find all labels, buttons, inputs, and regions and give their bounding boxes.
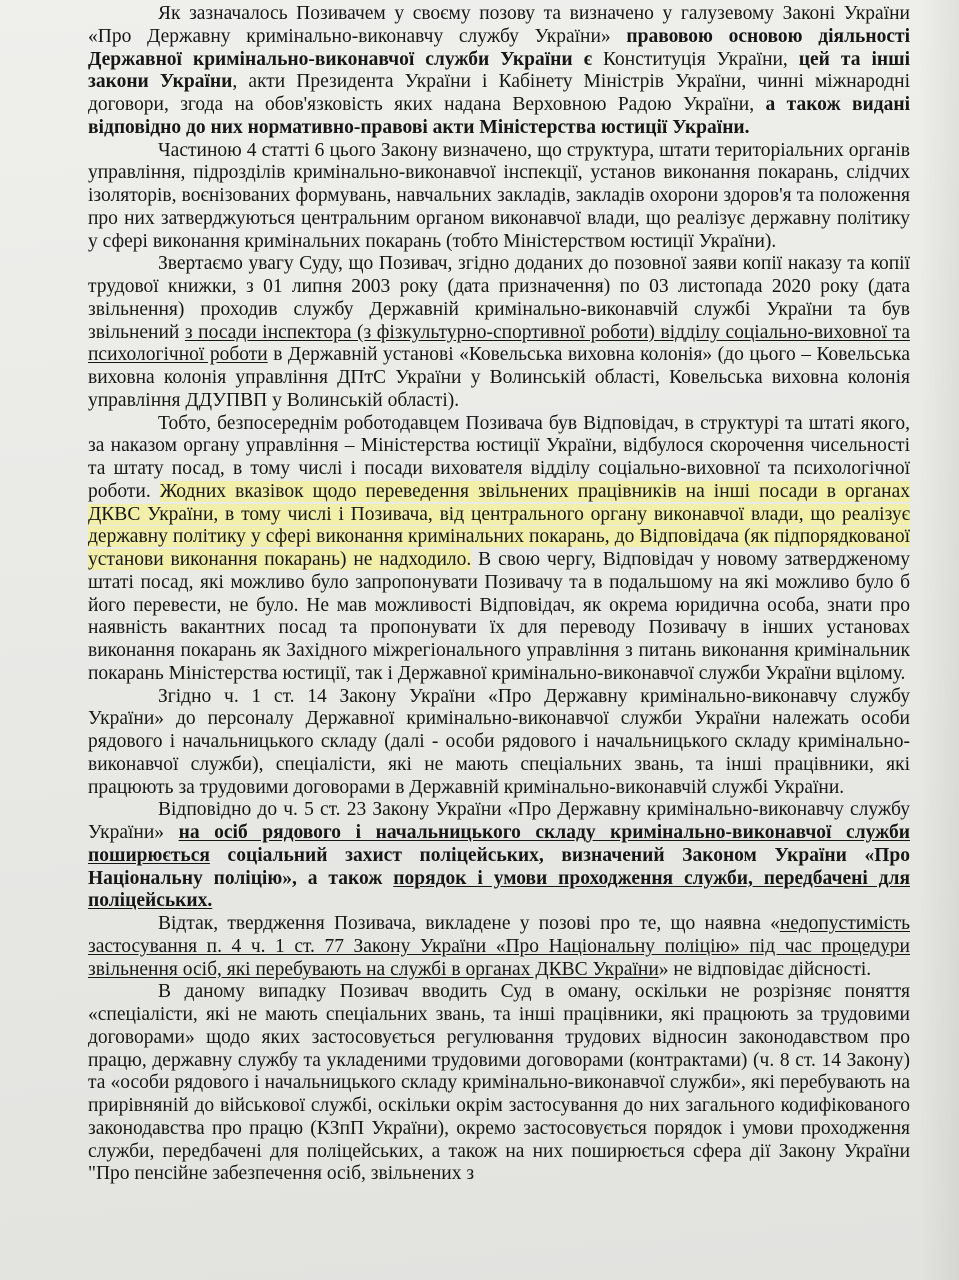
text-run: Відтак, твердження Позивача, викладене у позові про те, що наявна « [158, 913, 780, 934]
page-edge-shadow [919, 0, 959, 1280]
paragraph [88, 799, 910, 913]
text-run: Частиною 4 статті 6 цього Закону визначено, що структура, штати територіальних органів управління, підрозділів кримінально-виконавчої інспекції, установ виконання покарань, слідчих ізоляторів, воєнізованих формувань, навчальних закладів, закладів охорони здоров'я та положення про них затверджуються центральним органом виконавчої влади, що реалізує державну політику у сфері виконання кримінальних покарань (тобто Міністерством юстиції України). [88, 139, 910, 252]
bold-text-run: а також видані відповідно до них нормативно-правові акти Міністерства юстиції України. [88, 94, 911, 138]
paragraph [88, 686, 910, 800]
underlined-text-run: недопустимість застосування п. 4 ч. 1 ст. 77 Закону України «Про Національну поліцію» під час процедури звільнення осіб, які перебувають на службі в органах ДКВС України [88, 913, 910, 980]
paragraph [88, 3, 910, 140]
paragraph [88, 913, 910, 981]
paragraph [88, 413, 910, 686]
text-run: Тобто, безпосереднім роботодавцем Позивача був Відповідач, в структурі та штаті якого, за наказом органу управління – Міністерства юстиції України, відбулося скорочення чисельності та штату посад, в тому числі і посади вихователя відділу соціально-виховної та психологічної роботи. [88, 412, 910, 502]
text-run: Відповідно до ч. 5 ст. 23 Закону України «Про Державну кримінально-виконавчу службу України» [88, 799, 910, 843]
text-run: В свою чергу, Відповідач у новому затвердженому штаті посад, які можливо було запропонувати Позивачу та в подальшому на які можливо було б його перевести, не було. Не мав можливості Відповідач, як окрема юридична особа, знати про наявність вакантних посад та пропонувати їх для переводу Позивачу в інших установах виконання покарань як Західного міжрегіонального управління з питань виконання кримінальник покарань Міністерства юстиції, так і Державної кримінально-виконавчої служби України вцілому. [88, 549, 910, 684]
bold-text-run: цей та інші закони України [88, 48, 910, 93]
text-run: » не відповідає дійсності. [658, 958, 872, 980]
bold-underlined-text-run: на осіб рядового і начальницького складу кримінально-виконавчої служби поширюється [88, 822, 910, 866]
text-run: Конституція України, [592, 48, 799, 70]
text-run: , акти Президента України і Кабінету Міністрів України, чинні міжнародні договори, згода на обов'язковість яких надана Верховною Радою України, [88, 71, 911, 115]
text-run: Згідно ч. 1 ст. 14 Закону України «Про Державну кримінально-виконавчу службу України» до персоналу Державної кримінально-виконавчої служби України належать особи рядового і начальницького складу (далі - особи рядового і начальницького складу кримінально-виконавчої служби), спеціалісти, які не мають спеціальних звань, та інші працівники, які працюють за трудовими договорами в Державній кримінально-виконавчій службі України. [88, 685, 910, 798]
highlighted-text-run: Жодних вказівок щодо переведення звільнених працівників на інші посади в органах ДКВС України, в тому числі і Позивача, від центрального органу виконавчої влади, що реалізує державну політику у сфері виконання кримінальних покарань, до Відповідача (як підпорядкованої установи виконання покарань) не надходило. [88, 480, 911, 570]
text-run: В даному випадку Позивач вводить Суд в оману, оскільки не розрізняє поняття «спеціалісти, які не мають спеціальних звань, та інші працівники, які працюють за трудовими договорами» щодо яких застосовується регулювання трудових відносин законодавством про працю, державну службу та укладеними трудовими договорами (контрактами) (ч. 8 ст. 14 Закону) та «особи рядового і начальницького складу кримінально-виконавчої служби», які перебувають на прирівняній до військової службі, оскільки окрім застосування до них загального кодифікованого законодавства про працю (КЗпП України), окремо застосовується порядок і умови проходження служби, передбачені для поліцейських, а також на них поширюється сфера дії Закону України "Про пенсійне забезпечення осіб, звільнених з [88, 981, 910, 1185]
bold-text-run: соціальний захист поліцейських, визначений Законом України «Про Національну поліцію», а також [88, 844, 910, 889]
text-run: Звертаємо увагу Суду, що Позивач, згідно доданих до позовної заяви копії наказу та копії трудової книжки, з 01 липня 2003 року (дата призначення) по 03 листопада 2020 року (дата звільнення) проходив службу Державній кримінально-виконавчій службі України та був звільнений [88, 253, 910, 343]
text-run: в Державній установі «Ковельська виховна колонія» (до цього – Ковельська виховна колонія управління ДПтС України у Волинській області, Ковельська виховна колонія управління ДДУПВП у Волинській області). [88, 344, 910, 411]
bold-text-run: правовою основою діяльності Державної кримінально-виконавчої служби України є [88, 25, 910, 70]
text-run: Як зазначалось Позивачем у своєму позову та визначено у галузевому Законі України «Про Державну кримінально-виконавчу службу України» [88, 3, 910, 47]
paragraph [88, 140, 910, 254]
underlined-text-run: з посади інспектора (з фізкультурно-спортивної роботи) відділу соціально-виховної та психологічної роботи [88, 321, 910, 366]
bold-underlined-text-run: порядок і умови проходження служби, передбачені для поліцейських. [88, 867, 910, 912]
document-text [88, 3, 910, 1186]
paragraph [88, 253, 910, 412]
paragraph [88, 981, 910, 1186]
